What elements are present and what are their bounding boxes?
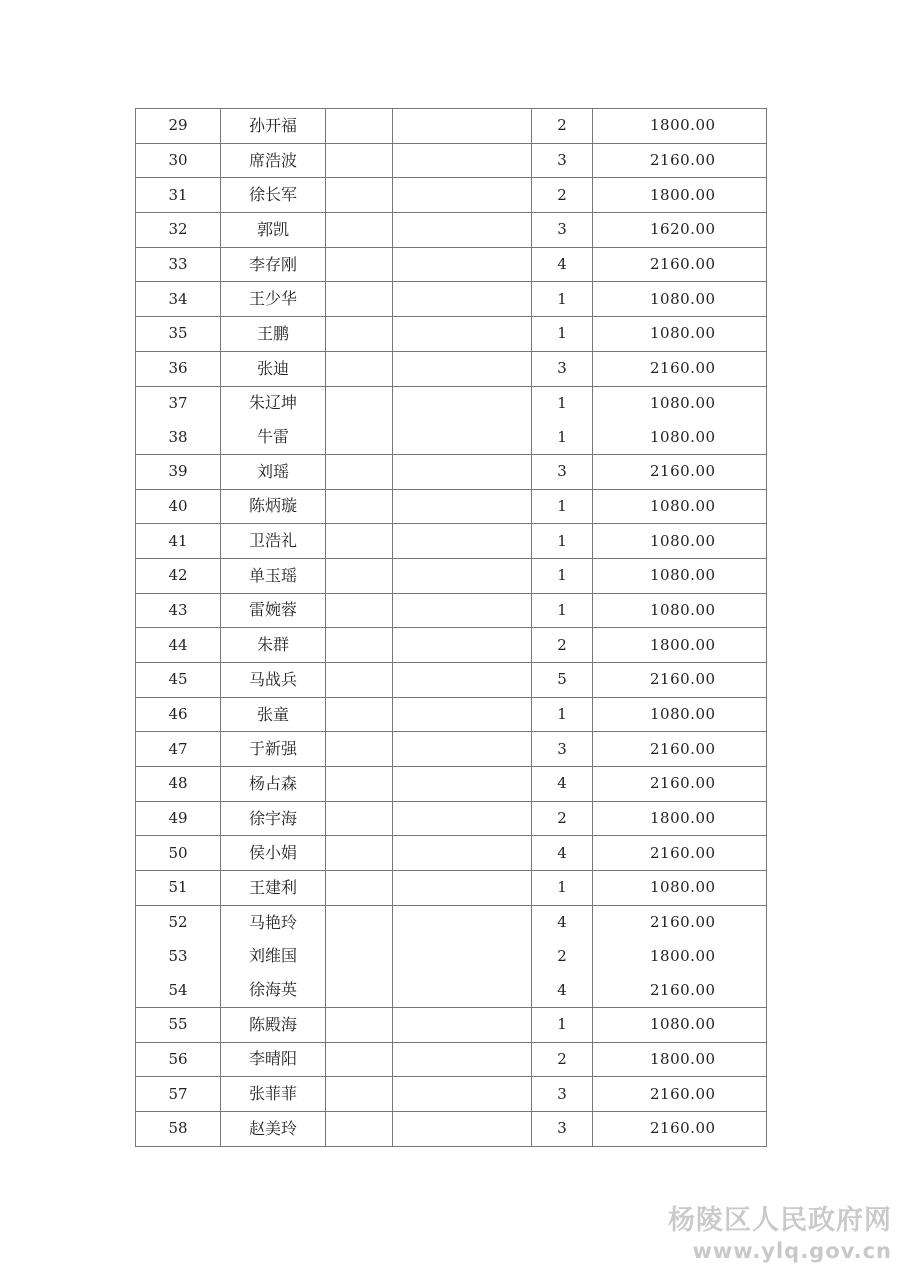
cell-number: 33 <box>136 247 221 282</box>
table-row <box>136 1042 767 1077</box>
cell-number: 42 <box>136 558 221 593</box>
cell-household-count: 1 <box>532 558 593 593</box>
cell-blank-a <box>326 905 393 939</box>
cell-name: 李晴阳 <box>221 1042 326 1077</box>
cell-blank-b <box>393 973 532 1007</box>
table-row <box>136 178 767 213</box>
cell-amount: 2160.00 <box>593 247 767 282</box>
cell-amount: 2160.00 <box>593 836 767 871</box>
cell-number: 58 <box>136 1111 221 1146</box>
cell-name: 于新强 <box>221 732 326 767</box>
cell-name: 徐长军 <box>221 178 326 213</box>
cell-number: 50 <box>136 836 221 871</box>
cell-blank-b <box>393 628 532 663</box>
cell-name: 赵美玲 <box>221 1111 326 1146</box>
cell-amount: 1080.00 <box>593 871 767 906</box>
cell-amount: 1800.00 <box>593 1042 767 1077</box>
cell-number: 44 <box>136 628 221 663</box>
table-row <box>136 973 767 1007</box>
cell-amount: 1080.00 <box>593 1007 767 1042</box>
cell-amount: 1080.00 <box>593 386 767 420</box>
cell-number: 31 <box>136 178 221 213</box>
cell-household-count: 3 <box>532 454 593 489</box>
cell-blank-a <box>326 1111 393 1146</box>
cell-name: 王少华 <box>221 282 326 317</box>
cell-blank-b <box>393 386 532 420</box>
cell-blank-b <box>393 801 532 836</box>
cell-household-count: 1 <box>532 282 593 317</box>
cell-blank-b <box>393 593 532 628</box>
cell-amount: 1080.00 <box>593 524 767 559</box>
cell-blank-b <box>393 871 532 906</box>
cell-household-count: 3 <box>532 143 593 178</box>
cell-name: 朱辽坤 <box>221 386 326 420</box>
table-row <box>136 1007 767 1042</box>
cell-amount: 1800.00 <box>593 628 767 663</box>
table-row <box>136 524 767 559</box>
cell-blank-b <box>393 836 532 871</box>
cell-household-count: 1 <box>532 317 593 352</box>
cell-blank-a <box>326 558 393 593</box>
cell-household-count: 1 <box>532 1007 593 1042</box>
cell-blank-a <box>326 697 393 732</box>
table-row <box>136 732 767 767</box>
cell-blank-b <box>393 213 532 248</box>
cell-number: 51 <box>136 871 221 906</box>
table-row <box>136 454 767 489</box>
cell-household-count: 1 <box>532 489 593 524</box>
table-row <box>136 247 767 282</box>
cell-blank-a <box>326 1042 393 1077</box>
cell-blank-a <box>326 247 393 282</box>
cell-name: 雷婉蓉 <box>221 593 326 628</box>
cell-household-count: 2 <box>532 801 593 836</box>
cell-name: 李存刚 <box>221 247 326 282</box>
cell-blank-a <box>326 973 393 1007</box>
cell-blank-b <box>393 524 532 559</box>
table-row <box>136 940 767 974</box>
cell-name: 张菲菲 <box>221 1077 326 1112</box>
cell-household-count: 1 <box>532 697 593 732</box>
cell-blank-b <box>393 143 532 178</box>
cell-number: 48 <box>136 767 221 802</box>
cell-name: 郭凯 <box>221 213 326 248</box>
cell-name: 陈殿海 <box>221 1007 326 1042</box>
cell-name: 席浩波 <box>221 143 326 178</box>
cell-blank-a <box>326 317 393 352</box>
cell-blank-b <box>393 109 532 144</box>
table-row <box>136 109 767 144</box>
table-row <box>136 1077 767 1112</box>
cell-number: 52 <box>136 905 221 939</box>
table-row <box>136 282 767 317</box>
table-row <box>136 767 767 802</box>
cell-name: 刘维国 <box>221 940 326 974</box>
cell-name: 朱群 <box>221 628 326 663</box>
watermark-url: www.ylq.gov.cn <box>692 1239 892 1263</box>
cell-household-count: 1 <box>532 524 593 559</box>
cell-blank-a <box>326 940 393 974</box>
cell-amount: 2160.00 <box>593 973 767 1007</box>
cell-blank-a <box>326 732 393 767</box>
cell-amount: 1800.00 <box>593 801 767 836</box>
cell-number: 36 <box>136 351 221 386</box>
cell-amount: 1080.00 <box>593 489 767 524</box>
cell-amount: 1080.00 <box>593 697 767 732</box>
site-watermark <box>668 1198 892 1263</box>
cell-blank-a <box>326 1077 393 1112</box>
cell-number: 41 <box>136 524 221 559</box>
cell-amount: 1800.00 <box>593 109 767 144</box>
table-row <box>136 213 767 248</box>
table-body <box>136 109 767 1147</box>
cell-amount: 1080.00 <box>593 558 767 593</box>
cell-blank-a <box>326 663 393 698</box>
cell-name: 刘瑶 <box>221 454 326 489</box>
cell-blank-b <box>393 663 532 698</box>
cell-household-count: 1 <box>532 593 593 628</box>
cell-blank-b <box>393 317 532 352</box>
cell-amount: 1620.00 <box>593 213 767 248</box>
cell-blank-b <box>393 282 532 317</box>
cell-number: 46 <box>136 697 221 732</box>
cell-name: 马艳玲 <box>221 905 326 939</box>
cell-blank-b <box>393 767 532 802</box>
cell-number: 30 <box>136 143 221 178</box>
cell-blank-a <box>326 871 393 906</box>
cell-household-count: 3 <box>532 1111 593 1146</box>
cell-blank-b <box>393 697 532 732</box>
cell-name: 张迪 <box>221 351 326 386</box>
cell-blank-a <box>326 420 393 454</box>
table-row <box>136 489 767 524</box>
table-row <box>136 386 767 420</box>
table-row <box>136 143 767 178</box>
cell-household-count: 4 <box>532 247 593 282</box>
cell-blank-b <box>393 940 532 974</box>
cell-household-count: 1 <box>532 871 593 906</box>
cell-amount: 2160.00 <box>593 351 767 386</box>
cell-blank-b <box>393 1111 532 1146</box>
cell-amount: 2160.00 <box>593 1077 767 1112</box>
cell-blank-a <box>326 767 393 802</box>
cell-household-count: 3 <box>532 1077 593 1112</box>
cell-blank-a <box>326 351 393 386</box>
cell-amount: 2160.00 <box>593 732 767 767</box>
cell-household-count: 1 <box>532 386 593 420</box>
cell-blank-a <box>326 454 393 489</box>
cell-amount: 1080.00 <box>593 593 767 628</box>
cell-amount: 2160.00 <box>593 143 767 178</box>
cell-number: 39 <box>136 454 221 489</box>
cell-blank-a <box>326 628 393 663</box>
cell-amount: 1080.00 <box>593 420 767 454</box>
cell-name: 马战兵 <box>221 663 326 698</box>
table-row <box>136 663 767 698</box>
cell-household-count: 4 <box>532 905 593 939</box>
cell-blank-a <box>326 836 393 871</box>
table-row <box>136 628 767 663</box>
cell-amount: 2160.00 <box>593 767 767 802</box>
cell-household-count: 4 <box>532 767 593 802</box>
cell-blank-a <box>326 109 393 144</box>
cell-name: 侯小娟 <box>221 836 326 871</box>
cell-blank-b <box>393 420 532 454</box>
cell-blank-a <box>326 213 393 248</box>
cell-household-count: 5 <box>532 663 593 698</box>
cell-number: 40 <box>136 489 221 524</box>
cell-number: 56 <box>136 1042 221 1077</box>
cell-amount: 1800.00 <box>593 940 767 974</box>
cell-number: 37 <box>136 386 221 420</box>
cell-number: 35 <box>136 317 221 352</box>
table-row <box>136 905 767 939</box>
table-row <box>136 697 767 732</box>
cell-blank-b <box>393 1077 532 1112</box>
cell-blank-a <box>326 489 393 524</box>
cell-blank-a <box>326 143 393 178</box>
cell-household-count: 4 <box>532 836 593 871</box>
cell-household-count: 3 <box>532 351 593 386</box>
cell-blank-a <box>326 801 393 836</box>
table-row <box>136 836 767 871</box>
cell-household-count: 4 <box>532 973 593 1007</box>
table-row <box>136 1111 767 1146</box>
cell-blank-b <box>393 1007 532 1042</box>
cell-household-count: 2 <box>532 1042 593 1077</box>
cell-name: 杨占森 <box>221 767 326 802</box>
cell-number: 38 <box>136 420 221 454</box>
cell-blank-b <box>393 454 532 489</box>
cell-number: 49 <box>136 801 221 836</box>
subsidy-table <box>135 108 767 1147</box>
table-row <box>136 593 767 628</box>
cell-name: 陈炳璇 <box>221 489 326 524</box>
cell-name: 牛雷 <box>221 420 326 454</box>
cell-number: 32 <box>136 213 221 248</box>
cell-blank-b <box>393 247 532 282</box>
watermark-title: 杨陵区人民政府网 <box>668 1205 892 1236</box>
cell-blank-a <box>326 386 393 420</box>
cell-name: 王鹏 <box>221 317 326 352</box>
cell-household-count: 2 <box>532 178 593 213</box>
cell-blank-b <box>393 351 532 386</box>
cell-blank-a <box>326 1007 393 1042</box>
cell-blank-b <box>393 732 532 767</box>
table-row <box>136 871 767 906</box>
subsidy-table-wrapper <box>135 108 766 1147</box>
cell-blank-a <box>326 178 393 213</box>
cell-blank-a <box>326 524 393 559</box>
cell-number: 47 <box>136 732 221 767</box>
cell-blank-a <box>326 593 393 628</box>
cell-number: 57 <box>136 1077 221 1112</box>
table-row <box>136 317 767 352</box>
cell-amount: 2160.00 <box>593 905 767 939</box>
cell-name: 孙开福 <box>221 109 326 144</box>
cell-blank-a <box>326 282 393 317</box>
cell-number: 45 <box>136 663 221 698</box>
cell-household-count: 3 <box>532 732 593 767</box>
cell-household-count: 3 <box>532 213 593 248</box>
cell-household-count: 2 <box>532 628 593 663</box>
cell-number: 54 <box>136 973 221 1007</box>
cell-number: 55 <box>136 1007 221 1042</box>
cell-name: 徐宇海 <box>221 801 326 836</box>
table-row <box>136 801 767 836</box>
cell-blank-b <box>393 178 532 213</box>
cell-amount: 2160.00 <box>593 663 767 698</box>
table-row <box>136 351 767 386</box>
cell-household-count: 1 <box>532 420 593 454</box>
cell-amount: 1800.00 <box>593 178 767 213</box>
cell-name: 单玉瑶 <box>221 558 326 593</box>
cell-blank-b <box>393 558 532 593</box>
cell-number: 29 <box>136 109 221 144</box>
cell-number: 43 <box>136 593 221 628</box>
cell-household-count: 2 <box>532 109 593 144</box>
cell-name: 徐海英 <box>221 973 326 1007</box>
cell-amount: 2160.00 <box>593 454 767 489</box>
cell-number: 53 <box>136 940 221 974</box>
table-row <box>136 558 767 593</box>
cell-amount: 1080.00 <box>593 282 767 317</box>
cell-blank-b <box>393 1042 532 1077</box>
cell-name: 王建利 <box>221 871 326 906</box>
cell-number: 34 <box>136 282 221 317</box>
cell-amount: 2160.00 <box>593 1111 767 1146</box>
cell-blank-b <box>393 489 532 524</box>
cell-blank-b <box>393 905 532 939</box>
cell-household-count: 2 <box>532 940 593 974</box>
table-row <box>136 420 767 454</box>
cell-amount: 1080.00 <box>593 317 767 352</box>
cell-name: 卫浩礼 <box>221 524 326 559</box>
cell-name: 张童 <box>221 697 326 732</box>
